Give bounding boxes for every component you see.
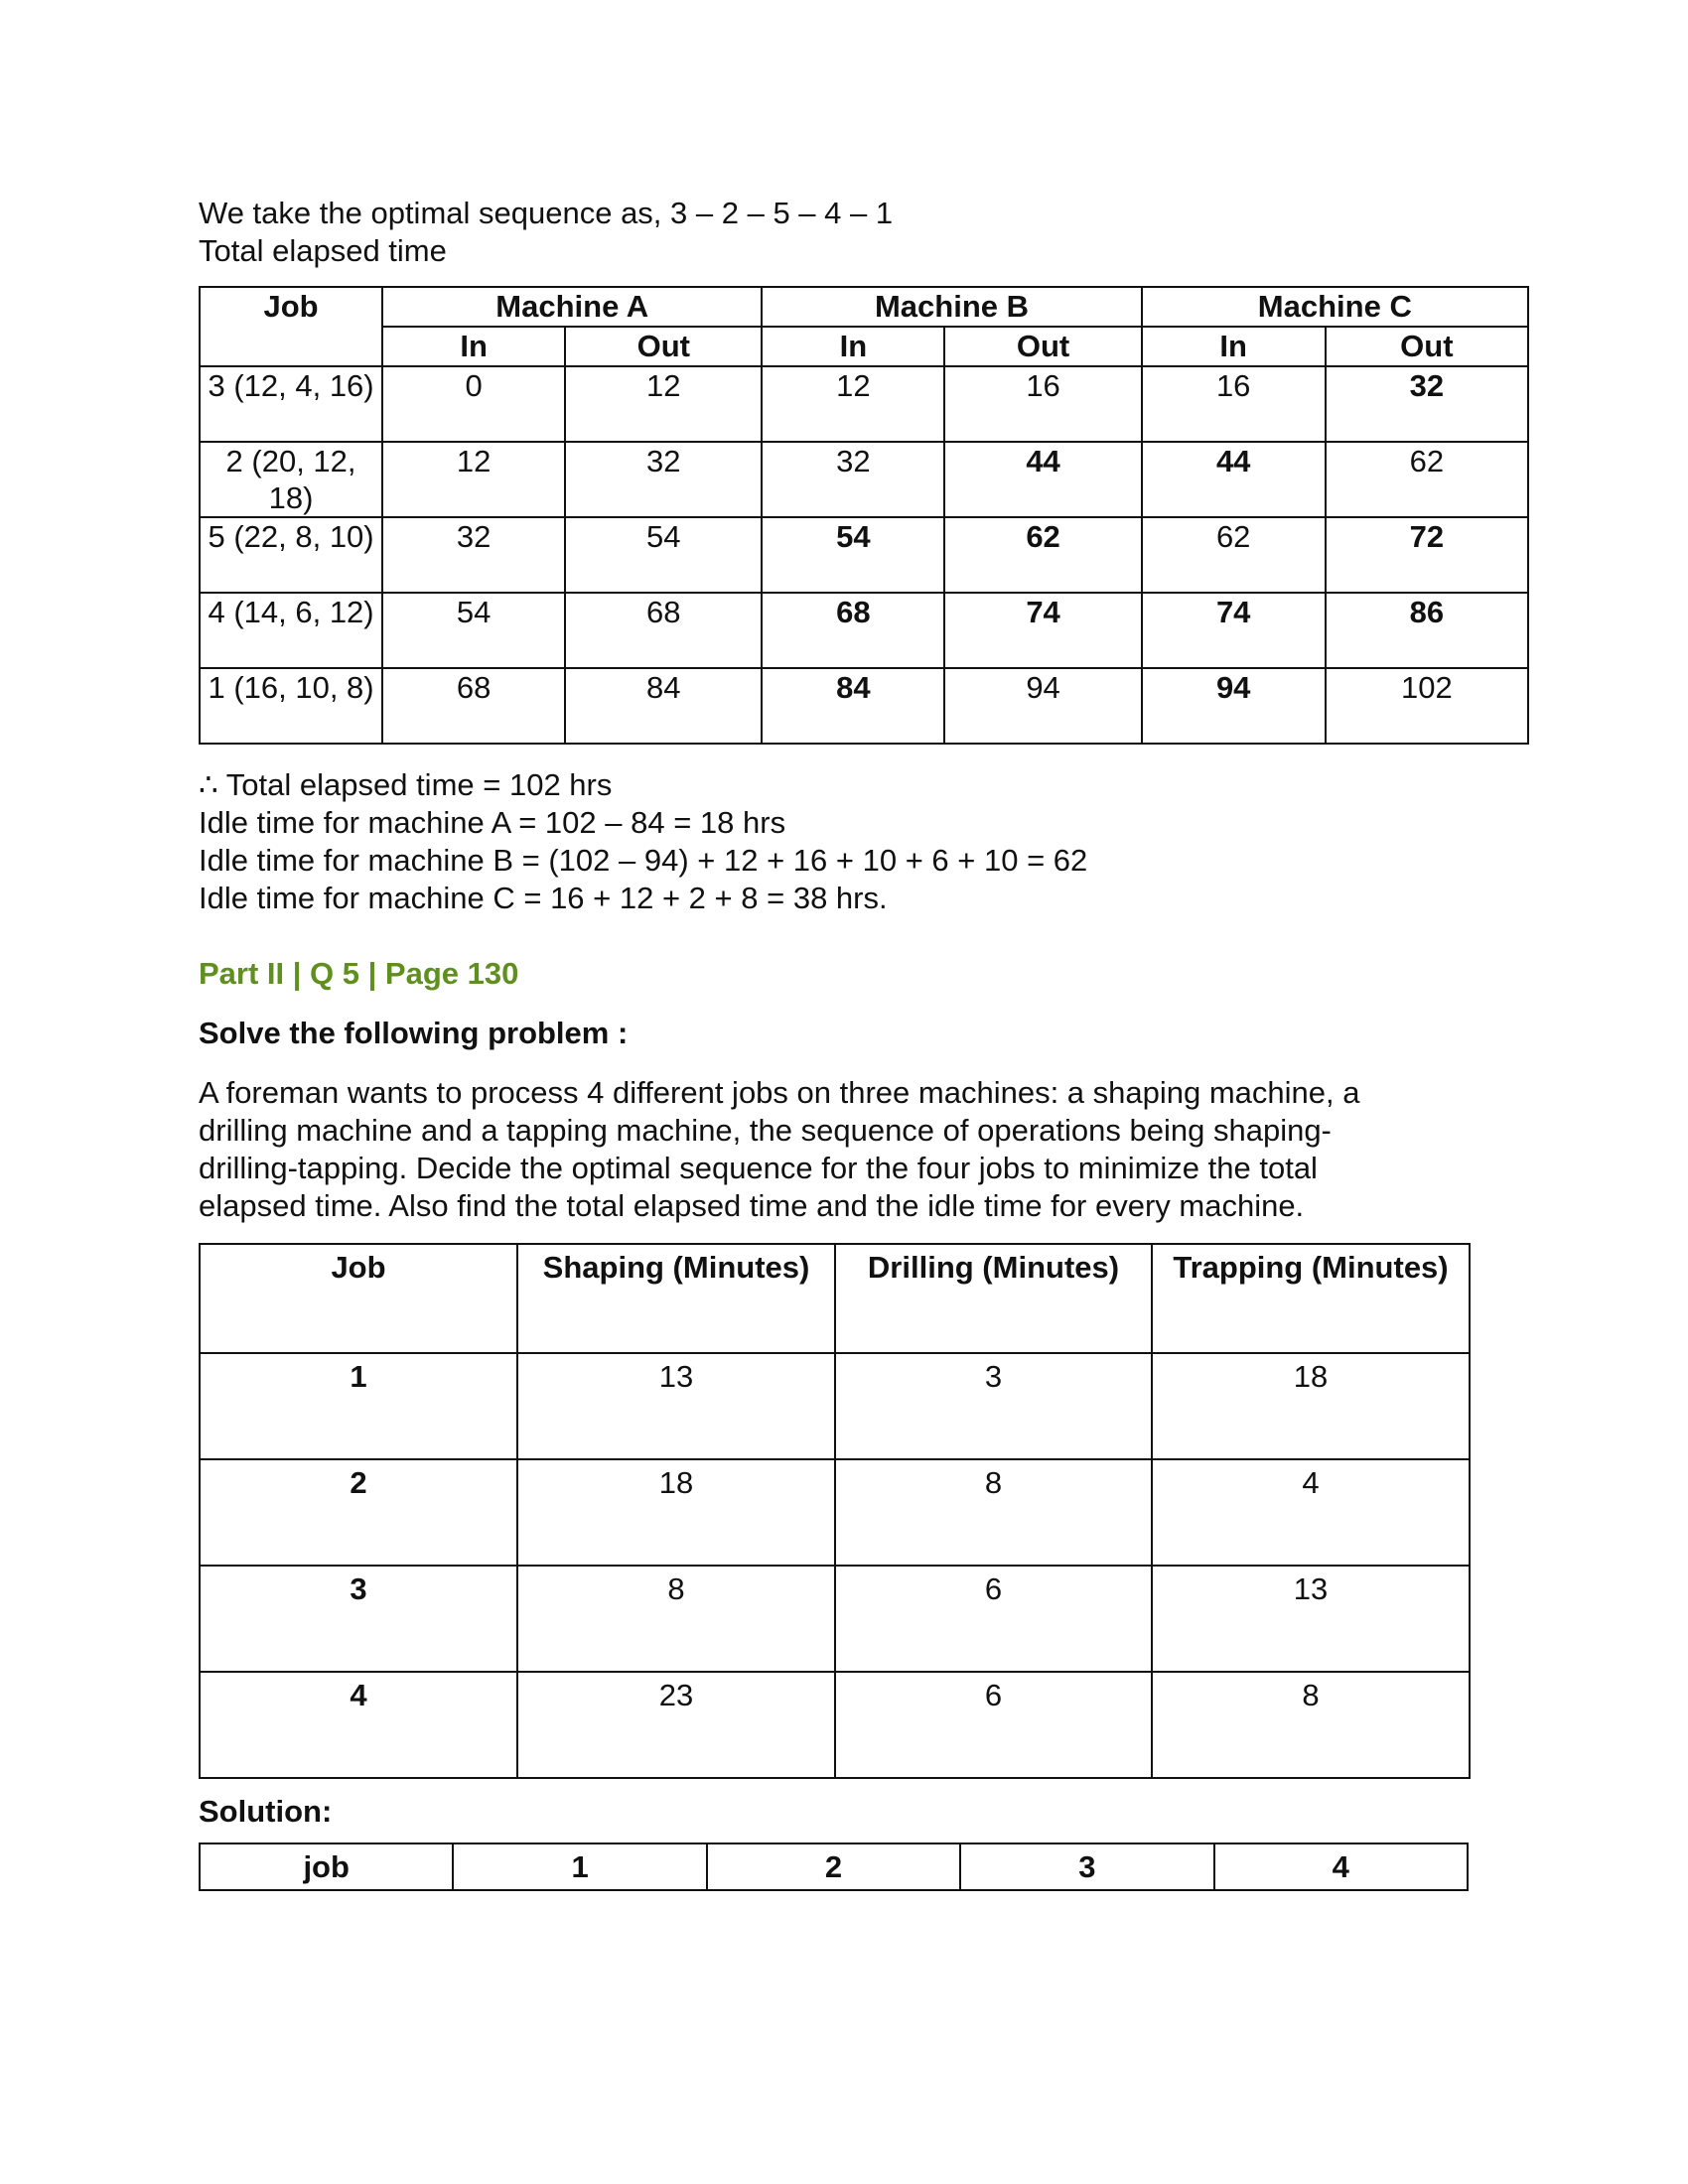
cell-job: 1 [200,1353,517,1459]
cell-drilling: 6 [835,1672,1152,1778]
cell-drilling: 3 [835,1353,1152,1459]
table-row [200,517,1528,593]
header-c-out: Out [1326,327,1528,366]
cell-a-in: 12 [382,442,565,517]
header-a-out: Out [565,327,762,366]
header-machine-c: Machine C [1142,287,1528,327]
cell-b-in: 32 [762,442,944,517]
header-c-in: In [1142,327,1326,366]
solution-header-job: job [200,1843,453,1890]
cell-b-out: 16 [944,366,1141,442]
cell-c-in: 94 [1142,668,1326,744]
cell-c-out: 62 [1326,442,1528,517]
cell-a-in: 32 [382,517,565,593]
cell-a-out: 12 [565,366,762,442]
header-shaping: Shaping (Minutes) [517,1244,835,1353]
cell-c-out: 72 [1326,517,1528,593]
cell-trapping: 13 [1152,1566,1470,1672]
solution-label: Solution: [199,1794,333,1829]
cell-a-out: 54 [565,517,762,593]
cell-a-in: 54 [382,593,565,668]
cell-job: 4 (14, 6, 12) [200,593,382,668]
cell-drilling: 8 [835,1459,1152,1566]
cell-trapping: 4 [1152,1459,1470,1566]
result-idle-c: Idle time for machine C = 16 + 12 + 2 + 8 = 38 hrs. [199,881,888,915]
cell-drilling: 6 [835,1566,1152,1672]
cell-shaping: 23 [517,1672,835,1778]
cell-job: 3 (12, 4, 16) [200,366,382,442]
header-a-in: In [382,327,565,366]
cell-job: 2 (20, 12, 18) [200,442,382,517]
cell-b-out: 44 [944,442,1141,517]
problem-text-4: elapsed time. Also find the total elapsed time and the idle time for every machine. [199,1188,1305,1223]
solution-header-3: 3 [960,1843,1213,1890]
problem-text-3: drilling-tapping. Decide the optimal sequence for the four jobs to minimize the total [199,1151,1318,1185]
cell-c-in: 62 [1142,517,1326,593]
header-machine-b: Machine B [762,287,1141,327]
cell-b-out: 62 [944,517,1141,593]
cell-job: 5 (22, 8, 10) [200,517,382,593]
header-trapping: Trapping (Minutes) [1152,1244,1470,1353]
problem-subheading: Solve the following problem : [199,1016,629,1050]
intro-line-1: We take the optimal sequence as, 3 – 2 – 5 – 4 – 1 [199,196,894,230]
solution-table [199,1843,1469,1891]
table-row [200,1566,1470,1672]
table-row [200,442,1528,517]
cell-trapping: 18 [1152,1353,1470,1459]
cell-c-out: 32 [1326,366,1528,442]
result-total: ∴ Total elapsed time = 102 hrs [199,767,613,802]
cell-c-in: 44 [1142,442,1326,517]
problem-text-2: drilling machine and a tapping machine, the sequence of operations being shaping- [199,1113,1332,1148]
schedule-table [199,286,1529,745]
cell-a-in: 0 [382,366,565,442]
header-job: Job [200,1244,517,1353]
cell-job: 2 [200,1459,517,1566]
cell-job: 3 [200,1566,517,1672]
header-b-in: In [762,327,944,366]
header-b-out: Out [944,327,1141,366]
document-page [199,195,1529,1891]
solution-header-2: 2 [707,1843,960,1890]
solution-header-4: 4 [1214,1843,1468,1890]
jobs-table [199,1243,1471,1779]
table-row [200,1459,1470,1566]
cell-c-in: 16 [1142,366,1326,442]
cell-b-out: 94 [944,668,1141,744]
cell-b-in: 84 [762,668,944,744]
cell-b-in: 68 [762,593,944,668]
cell-shaping: 13 [517,1353,835,1459]
cell-a-in: 68 [382,668,565,744]
table-row [200,366,1528,442]
cell-job: 1 (16, 10, 8) [200,668,382,744]
solution-header-1: 1 [453,1843,706,1890]
cell-a-out: 84 [565,668,762,744]
table-row [200,1672,1470,1778]
cell-b-out: 74 [944,593,1141,668]
table-row [200,1353,1470,1459]
problem-text-1: A foreman wants to process 4 different jobs on three machines: a shaping machine, a [199,1075,1360,1110]
result-idle-b: Idle time for machine B = (102 – 94) + 12 + 16 + 10 + 6 + 10 = 62 [199,843,1088,878]
cell-b-in: 54 [762,517,944,593]
cell-c-out: 86 [1326,593,1528,668]
table-row [200,668,1528,744]
cell-c-in: 74 [1142,593,1326,668]
cell-a-out: 68 [565,593,762,668]
header-drilling: Drilling (Minutes) [835,1244,1152,1353]
cell-c-out: 102 [1326,668,1528,744]
header-job: Job [200,287,382,366]
section-heading: Part II | Q 5 | Page 130 [199,956,519,991]
result-idle-a: Idle time for machine A = 102 – 84 = 18 hrs [199,805,786,840]
cell-job: 4 [200,1672,517,1778]
cell-trapping: 8 [1152,1672,1470,1778]
cell-shaping: 18 [517,1459,835,1566]
intro-line-2: Total elapsed time [199,233,447,268]
cell-shaping: 8 [517,1566,835,1672]
table-row [200,593,1528,668]
header-machine-a: Machine A [382,287,762,327]
cell-a-out: 32 [565,442,762,517]
cell-b-in: 12 [762,366,944,442]
